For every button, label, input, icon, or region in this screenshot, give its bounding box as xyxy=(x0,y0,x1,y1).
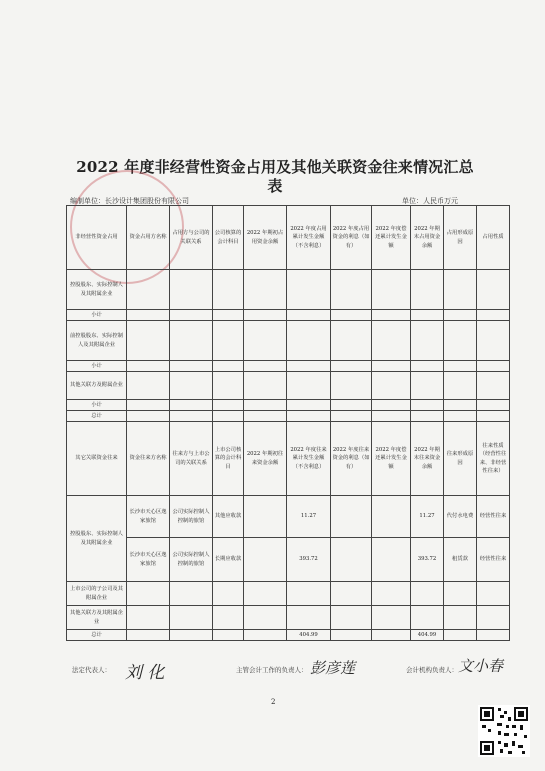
table-row xyxy=(67,321,510,361)
interest-cell xyxy=(331,496,372,538)
qr-code-icon xyxy=(478,705,530,757)
total-label: 总计 xyxy=(67,411,127,422)
table-row xyxy=(67,606,510,630)
opening-cell xyxy=(244,538,287,582)
organization-label: 编制单位：长沙设计集团股份有限公司 xyxy=(70,197,189,205)
interest-cell xyxy=(331,538,372,582)
row-label: 上市公司的子公司及其附属企业 xyxy=(67,582,127,606)
document-title: 2022 年度非经营性资金占用及其他关联资金往来情况汇总表 xyxy=(76,158,474,195)
account-cell: 长期应收款 xyxy=(213,538,244,582)
table-row xyxy=(67,496,510,538)
acct-head-signature: 彭彦莲 xyxy=(310,659,356,677)
table-row xyxy=(67,372,510,400)
s2-header-9: 往来形成原因 xyxy=(444,422,477,496)
table-row xyxy=(67,411,510,422)
acct-head-label: 主管会计工作的负责人： xyxy=(236,666,308,674)
legal-rep-signature: 刘 化 xyxy=(125,663,165,683)
s1-header-9: 占用形成原因 xyxy=(444,206,477,270)
s1-header-2: 占用方与公司的关联关系 xyxy=(170,206,213,270)
s2-header-3: 上市公司核算的会计科目 xyxy=(213,422,244,496)
subtotal-label: 小计 xyxy=(67,310,127,321)
s2-header-8: 2022 年期末往来资金余额 xyxy=(411,422,444,496)
s2-header-6: 2022 年度往来资金的利息（如有） xyxy=(331,422,372,496)
relation-cell: 公司实际控制人控制的旅馆 xyxy=(170,496,213,538)
row-label: 前控股股东、实际控制人及其附属企业 xyxy=(67,321,127,361)
section1-header-row xyxy=(67,206,510,270)
opening-cell xyxy=(244,496,287,538)
page-number: 2 xyxy=(271,698,276,706)
total-closing: 404.99 xyxy=(411,630,444,641)
nature-cell: 经营性往来 xyxy=(477,496,510,538)
repaid-cell xyxy=(372,538,411,582)
subtotal-label: 小计 xyxy=(67,361,127,372)
group-label: 控股股东、实际控制人及其附属企业 xyxy=(67,496,127,582)
table-row xyxy=(67,361,510,372)
acct-dept-label: 会计机构负责人： xyxy=(406,666,458,674)
closing-cell: 11.27 xyxy=(411,496,444,538)
repaid-cell xyxy=(372,496,411,538)
row-label: 其他关联方及附属企业 xyxy=(67,372,127,400)
total-label: 总计 xyxy=(67,630,127,641)
accrued-cell: 11.27 xyxy=(287,496,331,538)
closing-cell: 393.72 xyxy=(411,538,444,582)
section2-header-row xyxy=(67,422,510,496)
table-row xyxy=(67,630,510,641)
table-row xyxy=(67,538,510,582)
s1-header-8: 2022 年期末占用资金余额 xyxy=(411,206,444,270)
summary-table xyxy=(66,205,510,641)
s2-header-4: 2022 年期初往来资金余额 xyxy=(244,422,287,496)
counterparty-name: 长沙市天心区逸家旅馆 xyxy=(127,496,170,538)
s1-header-7: 2022 年度偿还累计发生金额 xyxy=(372,206,411,270)
s1-header-0: 非经营性资金占用 xyxy=(67,206,127,270)
acct-dept-signature: 文小春 xyxy=(458,657,504,675)
s1-header-1: 资金占用方名称 xyxy=(127,206,170,270)
s2-header-2: 往来方与上市公司的关联关系 xyxy=(170,422,213,496)
table-row xyxy=(67,310,510,321)
table-row xyxy=(67,270,510,310)
row-label: 控股股东、实际控制人及其附属企业 xyxy=(67,270,127,310)
subtotal-label: 小计 xyxy=(67,400,127,411)
reason-cell: 代付水电费 xyxy=(444,496,477,538)
s1-header-5: 2022 年度占用累计发生金额（不含利息） xyxy=(287,206,331,270)
s1-header-4: 2022 年期初占用资金余额 xyxy=(244,206,287,270)
s1-header-6: 2022 年度占用资金的利息（如有） xyxy=(331,206,372,270)
unit-label: 单位：人民币万元 xyxy=(402,197,458,205)
s2-header-5: 2022 年度往来累计发生金额（不含利息） xyxy=(287,422,331,496)
counterparty-name: 长沙市天心区逸家旅馆 xyxy=(127,538,170,582)
account-cell: 其他应收款 xyxy=(213,496,244,538)
table-row xyxy=(67,582,510,606)
s2-header-0: 其它关联资金往来 xyxy=(67,422,127,496)
s2-header-7: 2022 年度偿还累计发生金额 xyxy=(372,422,411,496)
s1-header-10: 占用性质 xyxy=(477,206,510,270)
s2-header-10: 往来性质（经营性往来、非经营性往来） xyxy=(477,422,510,496)
accrued-cell: 393.72 xyxy=(287,538,331,582)
total-accrued: 404.99 xyxy=(287,630,331,641)
table-row xyxy=(67,400,510,411)
nature-cell: 经营性往来 xyxy=(477,538,510,582)
legal-rep-label: 法定代表人： xyxy=(72,666,111,674)
row-label: 其他关联方及其附属企业 xyxy=(67,606,127,630)
relation-cell: 公司实际控制人控制的旅馆 xyxy=(170,538,213,582)
s2-header-1: 资金往来方名称 xyxy=(127,422,170,496)
s1-header-3: 公司核算的会计科目 xyxy=(213,206,244,270)
reason-cell: 租赁款 xyxy=(444,538,477,582)
